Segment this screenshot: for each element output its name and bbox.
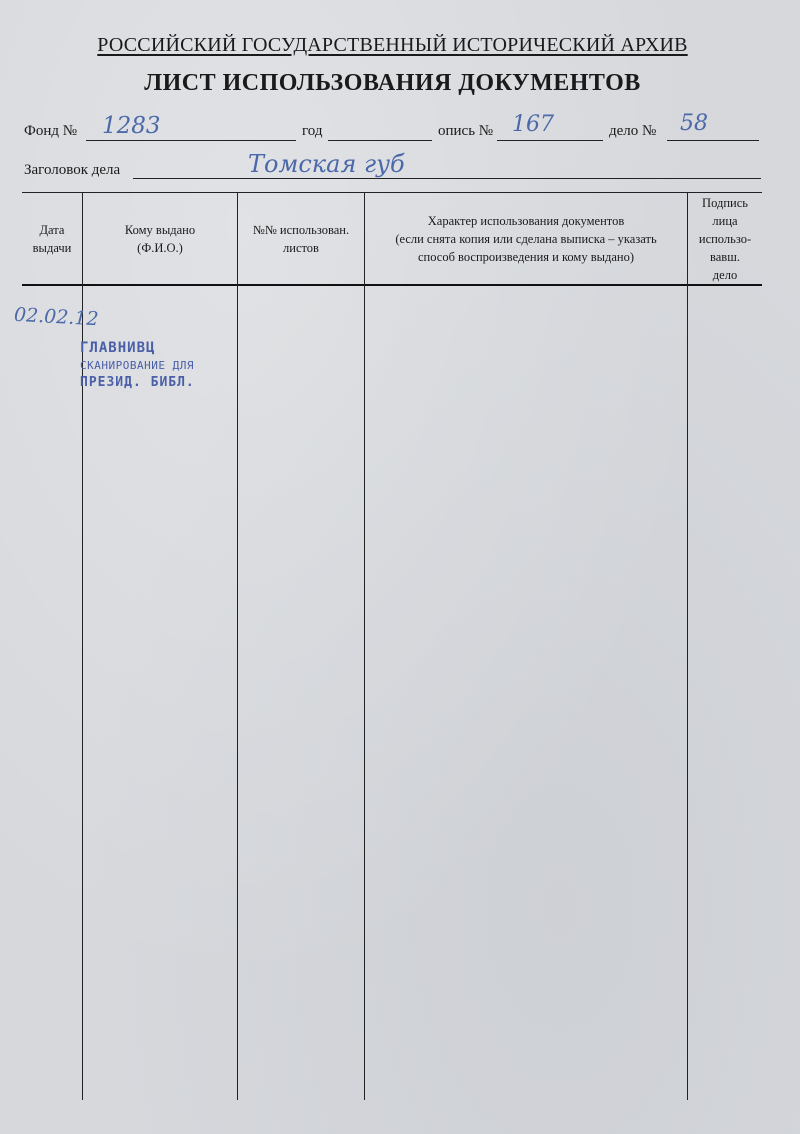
column-header-date-line2: выдачи: [32, 241, 72, 255]
scanning-stamp: [80, 340, 195, 391]
fond-line: [86, 140, 296, 141]
column-header-date-line1: Дата: [39, 223, 65, 237]
column-header-signature-line1: Подпись: [702, 196, 748, 210]
opis-label: опись №: [438, 123, 494, 139]
fond-label: Фонд №: [24, 123, 78, 139]
heading-line: [133, 178, 761, 179]
delo-line: [667, 140, 759, 141]
archive-name: [0, 34, 785, 57]
column-header-usage: [365, 212, 687, 266]
column-header-signature-line2: лица: [712, 214, 738, 228]
column-header-sheets-line2: листов: [283, 241, 319, 255]
delo-value: 58: [680, 111, 708, 136]
fond-value: 1283: [102, 113, 161, 139]
column-header-issued-to-line2: (Ф.И.О.): [137, 241, 183, 255]
column-header-signature-line3: использо-: [698, 232, 752, 246]
column-header-issued-to-line1: Кому выдано: [124, 223, 196, 237]
column-divider-4: [687, 193, 688, 1100]
table-header-rule: [22, 284, 762, 286]
stamp-line1: ГЛАВНИВЦ: [80, 340, 156, 356]
opis-line: [497, 140, 603, 141]
column-header-usage-line1: Характер использования документов: [427, 214, 625, 228]
column-header-issued-to: [83, 221, 237, 257]
column-header-sheets-line1: №№ использован.: [252, 223, 350, 237]
column-header-signature: [688, 194, 762, 284]
column-divider-2: [237, 193, 238, 1100]
column-divider-3: [364, 193, 365, 1100]
archive-name-text: РОССИЙСКИЙ ГОСУДАРСТВЕННЫЙ ИСТОРИЧЕСКИЙ АРХИВ: [97, 34, 688, 56]
delo-label: дело №: [609, 123, 657, 139]
heading-value: Томская губ: [248, 150, 405, 178]
column-header-signature-line4: вавш.: [710, 250, 740, 264]
opis-value: 167: [512, 112, 554, 137]
year-label: год: [302, 123, 323, 139]
column-header-usage-line2: (если снята копия или сделана выписка – указать: [395, 232, 657, 246]
column-header-date: [22, 221, 82, 257]
column-header-usage-line3: способ воспроизведения и кому выдано): [417, 250, 635, 264]
year-line: [328, 140, 432, 141]
stamp-line3: ПРЕЗИД. БИБЛ.: [80, 375, 195, 390]
column-header-sheets: [238, 221, 364, 257]
table-top-rule: [22, 192, 762, 193]
entry-date: 02.02.12: [13, 303, 100, 331]
column-header-signature-line5: дело: [712, 268, 738, 282]
heading-label: Заголовок дела: [24, 162, 121, 178]
stamp-line2: СКАНИРОВАНИЕ ДЛЯ: [80, 359, 194, 372]
document-title: ЛИСТ ИСПОЛЬЗОВАНИЯ ДОКУМЕНТОВ: [144, 70, 641, 96]
